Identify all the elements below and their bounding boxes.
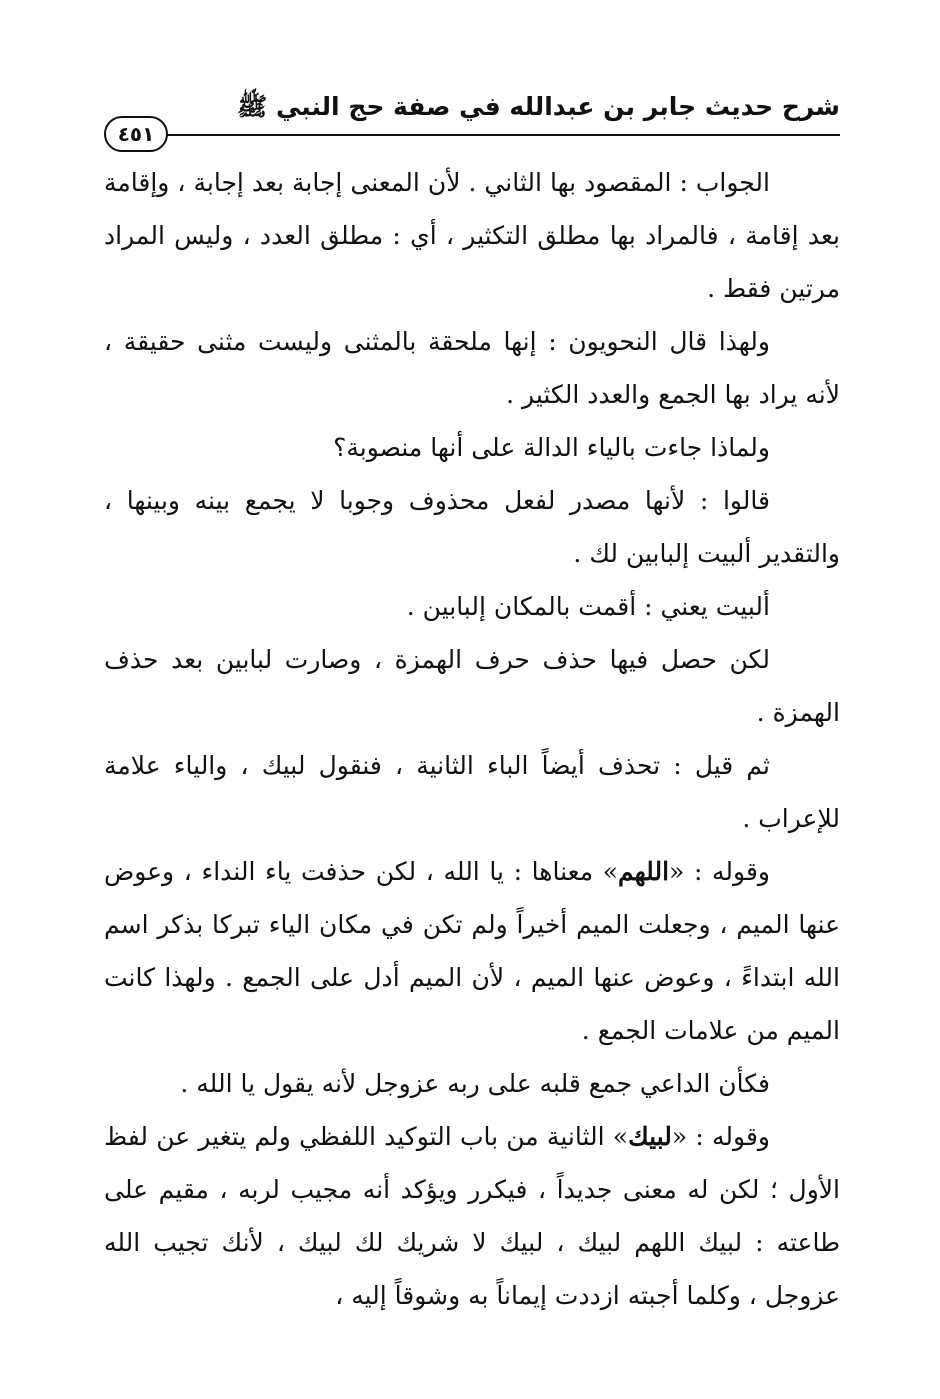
paragraph-4	[104, 474, 840, 580]
running-header	[104, 88, 840, 158]
paragraph-8	[104, 845, 840, 1057]
header-rule	[166, 134, 840, 136]
text-run: قالوا : لأنها مصدر لفعل محذوف وجوبا لا يجمع بينه وبينها ، والتقدير ألبيت إلبابين لك .	[104, 486, 840, 568]
paragraph-9	[104, 1057, 840, 1110]
text-run: لكن حصل فيها حذف حرف الهمزة ، وصارت لبابين بعد حذف الهمزة .	[104, 645, 840, 727]
text-run: وقوله : «	[669, 857, 770, 886]
header-title: شرح حديث جابر بن عبدالله في صفة حج النبي ﷺ	[237, 92, 840, 121]
text-run: فكأن الداعي جمع قلبه على ربه عزوجل لأنه يقول يا الله .	[180, 1069, 770, 1098]
paragraph-10	[104, 1110, 840, 1322]
text-run: ولماذا جاءت بالياء الدالة على أنها منصوبة؟	[333, 433, 770, 462]
paragraph-5	[104, 580, 840, 633]
text-run: وقوله : «	[671, 1122, 770, 1151]
paragraph-7	[104, 739, 840, 845]
text-run: الجواب : المقصود بها الثاني . لأن المعنى إجابة بعد إجابة ، وإقامة بعد إقامة ، فالمراد بها مطلق التكثير ، أي : مطلق العدد ، وليس المراد مرتين فقط .	[104, 168, 840, 303]
text-run: ألبيت يعني : أقمت بالمكان إلبابين .	[406, 592, 770, 621]
paragraph-2	[104, 315, 840, 421]
paragraph-3	[104, 421, 840, 474]
text-run: » معناها : يا الله ، لكن حذفت ياء النداء ، وعوض عنها الميم ، وجعلت الميم أخيراً ولم تكن في مكان الياء تبركا بذكر اسم الله ابتداءً ، وعوض عنها الميم ، لأن الميم أدل على الجمع . ولهذا كانت الميم من علامات الجمع .	[104, 857, 840, 1045]
text-run: ثم قيل : تحذف أيضاً الباء الثانية ، فنقول لبيك ، والياء علامة للإعراب .	[104, 751, 840, 833]
page-number: ٤٥١	[104, 116, 168, 152]
bold-term: لبيك	[628, 1122, 672, 1151]
body-text	[104, 156, 840, 1322]
bold-term: اللهم	[618, 857, 670, 886]
text-run: » الثانية من باب التوكيد اللفظي ولم يتغير عن لفظ الأول ؛ لكن له معنى جديداً ، فيكرر ويؤكد أنه مجيب لربه ، مقيم على طاعته : لبيك اللهم لبيك ، لبيك لا شريك لك لبيك ، لأنك تجيب الله عزوجل ، وكلما أجبته ازددت إيماناً به وشوقاً إليه ،	[104, 1122, 840, 1310]
paragraph-6	[104, 633, 840, 739]
text-run: ولهذا قال النحويون : إنها ملحقة بالمثنى وليست مثنى حقيقة ، لأنه يراد بها الجمع والعدد الكثير .	[104, 327, 840, 409]
paragraph-1	[104, 156, 840, 315]
